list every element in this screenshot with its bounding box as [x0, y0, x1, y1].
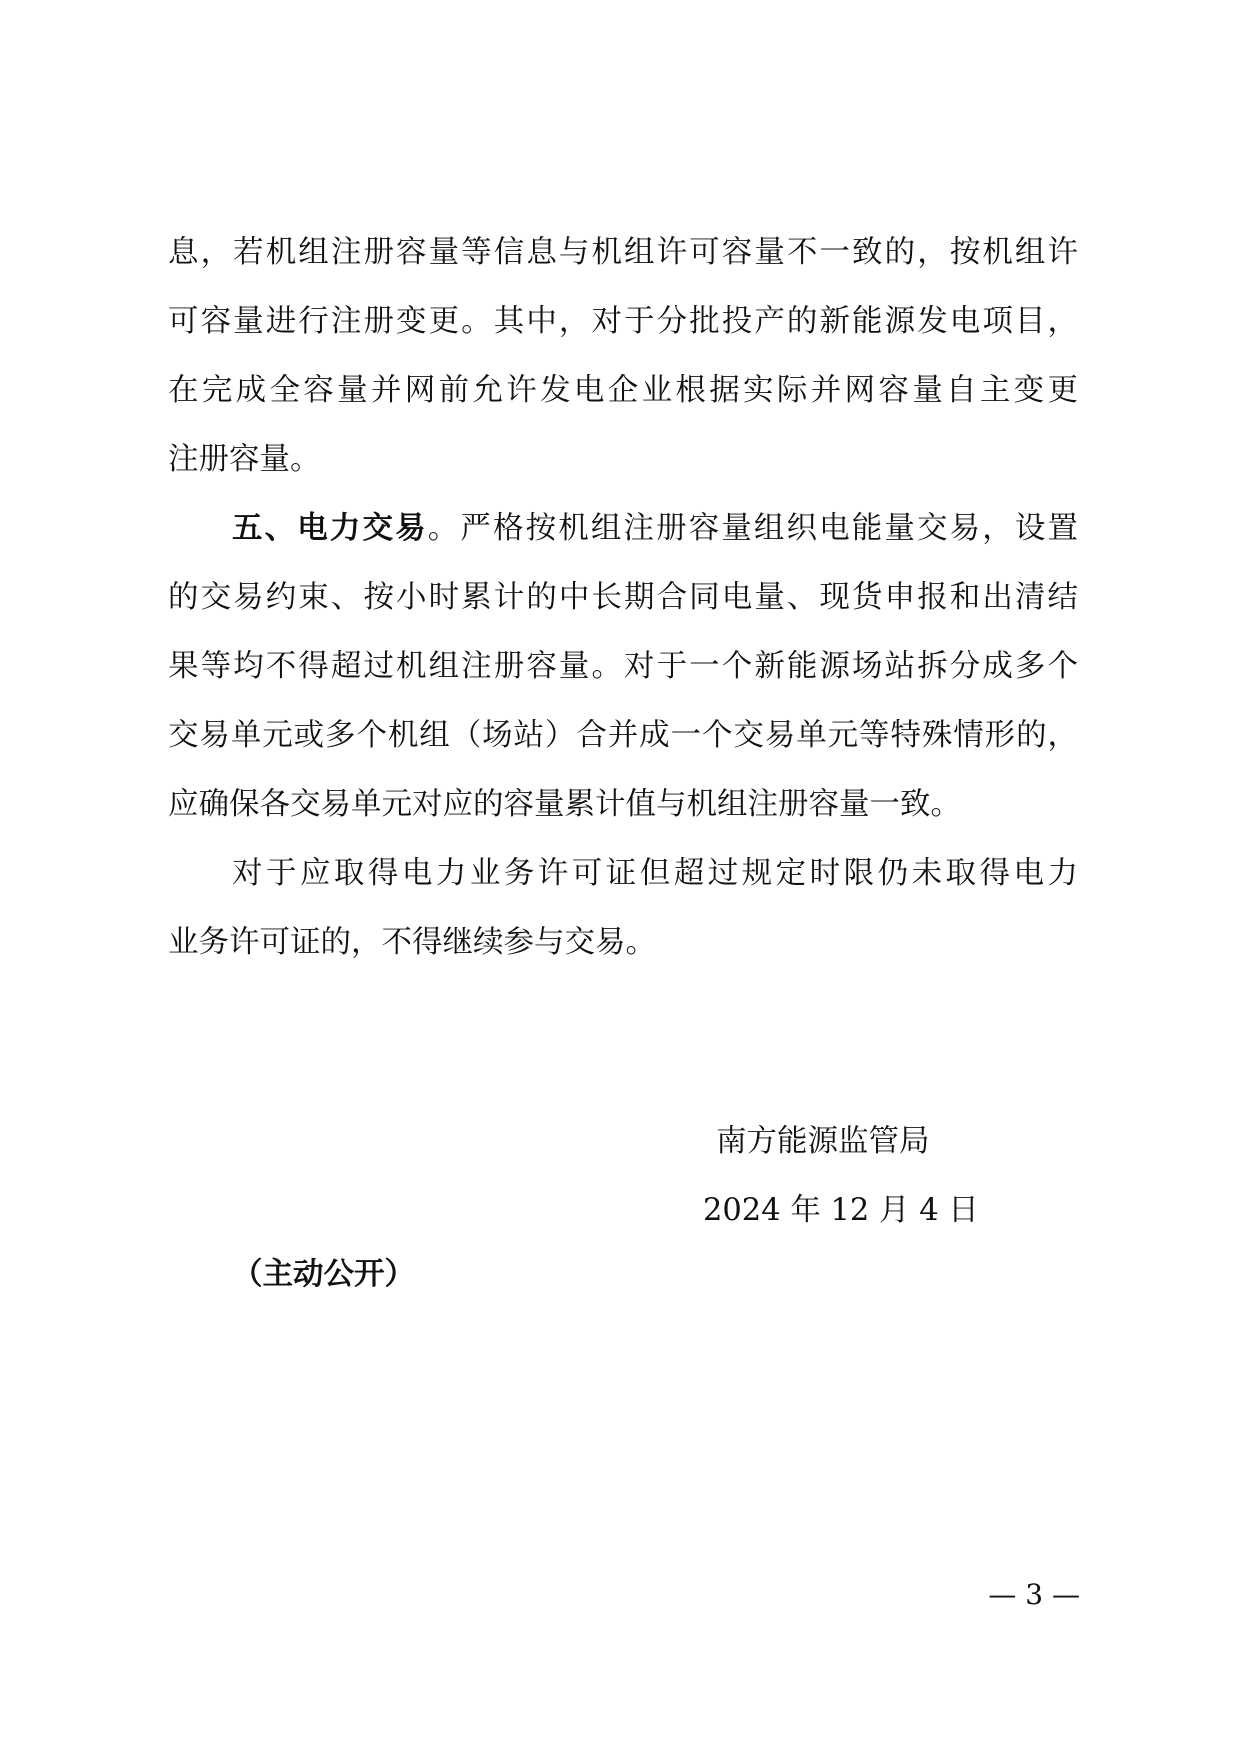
- paragraph-line: 的交易约束、按小时累计的中长期合同电量、现货申报和出清结: [168, 580, 1078, 615]
- issue-date: 2024 年 12 月 4 日: [703, 1193, 979, 1228]
- paragraph-line: 可容量进行注册变更。其中，对于分批投产的新能源发电项目，: [168, 304, 1078, 339]
- paragraph-line: 注册容量。: [168, 442, 321, 477]
- paragraph-line: 息，若机组注册容量等信息与机组许可容量不一致的，按机组许: [168, 235, 1078, 270]
- paragraph-line: 在完成全容量并网前允许发电企业根据实际并网容量自主变更: [168, 373, 1078, 408]
- paragraph-line: 应确保各交易单元对应的容量累计值与机组注册容量一致。: [168, 787, 961, 822]
- paragraph-line: 交易单元或多个机组（场站）合并成一个交易单元等特殊情形的，: [168, 718, 1078, 753]
- issuer-name: 南方能源监管局: [716, 1124, 930, 1159]
- section-first-line: [232, 509, 1078, 549]
- paragraph-line: 果等均不得超过机组注册容量。对于一个新能源场站拆分成多个: [168, 649, 1078, 684]
- disclosure-label: （主动公开）: [232, 1257, 415, 1292]
- paragraph-line: 业务许可证的，不得继续参与交易。: [168, 925, 656, 960]
- paragraph-line: 对于应取得电力业务许可证但超过规定时限仍未取得电力: [232, 856, 1078, 891]
- section-text: 。严格按机组注册容量组织电能量交易，设置: [427, 511, 1078, 546]
- section-heading: 五、电力交易: [232, 511, 428, 546]
- page-number: — 3 —: [988, 1578, 1080, 1611]
